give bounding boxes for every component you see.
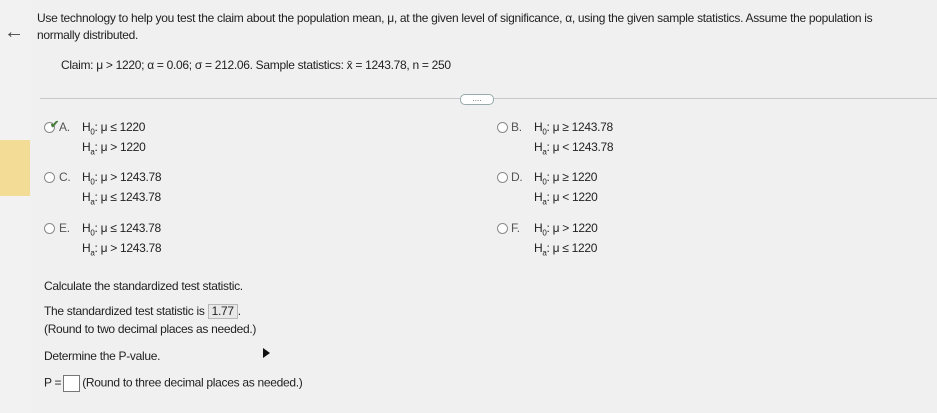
question-text-line2: normally distributed. bbox=[37, 28, 139, 42]
round-three-note: (Round to three decimal places as needed.) bbox=[82, 375, 303, 390]
checkmark-icon: ✔ bbox=[50, 119, 59, 131]
alternative-hypothesis: $H_a$: μ < 1220 bbox=[534, 190, 598, 207]
option-letter: C. bbox=[59, 170, 71, 184]
question-panel bbox=[30, 0, 937, 413]
left-rail bbox=[0, 0, 30, 413]
test-statistic-line bbox=[44, 304, 241, 319]
option-letter: F. bbox=[511, 221, 520, 235]
radio-button[interactable] bbox=[44, 172, 55, 183]
option-letter: D. bbox=[511, 170, 523, 184]
pvalue-instruction: Determine the P-value. bbox=[44, 349, 161, 363]
radio-button[interactable] bbox=[497, 122, 508, 133]
expand-more-button[interactable]: .... bbox=[460, 94, 494, 105]
null-hypothesis: $H_0$: μ ≥ 1220 bbox=[534, 170, 598, 187]
question-text-line1: Use technology to help you test the claim about the population mean, μ, at the given level of significance, α, using the given sample statistics. Assume the population is bbox=[37, 11, 873, 25]
null-hypothesis: $H_0$: μ ≤ 1220 bbox=[82, 120, 146, 137]
radio-button[interactable] bbox=[497, 223, 508, 234]
option-letter: B. bbox=[511, 120, 522, 134]
alternative-hypothesis: $H_a$: μ > 1243.78 bbox=[82, 241, 162, 258]
null-hypothesis: $H_0$: μ > 1243.78 bbox=[82, 170, 162, 187]
alternative-hypothesis: $H_a$: μ ≤ 1220 bbox=[534, 241, 598, 258]
alternative-hypothesis: $H_a$: μ ≤ 1243.78 bbox=[82, 190, 161, 207]
null-hypothesis: $H_0$: μ ≤ 1243.78 bbox=[82, 221, 161, 238]
test-statistic-answer[interactable]: 1.77 bbox=[208, 304, 238, 319]
null-hypothesis: $H_0$: μ ≥ 1243.78 bbox=[534, 120, 613, 137]
pvalue-input[interactable] bbox=[63, 375, 80, 392]
null-hypothesis: $H_0$: μ > 1220 bbox=[534, 221, 598, 238]
pvalue-label: P = bbox=[44, 375, 62, 390]
pvalue-line bbox=[44, 375, 302, 392]
alternative-hypothesis: $H_a$: μ < 1243.78 bbox=[534, 140, 614, 157]
back-arrow-icon[interactable]: ← bbox=[4, 21, 24, 43]
radio-button[interactable] bbox=[497, 172, 508, 183]
option-letter: E. bbox=[59, 221, 70, 235]
claim-text: Claim: μ > 1220; α = 0.06; σ = 212.06. Sample statistics: x̄ = 1243.78, n = 250 bbox=[61, 58, 451, 72]
alternative-hypothesis: $H_a$: μ > 1220 bbox=[82, 140, 146, 157]
period: . bbox=[237, 304, 241, 318]
mouse-cursor-icon bbox=[263, 348, 270, 358]
option-letter: A. bbox=[59, 120, 70, 134]
round-two-note: (Round to two decimal places as needed.) bbox=[44, 322, 257, 336]
test-statistic-label: The standardized test statistic is bbox=[44, 304, 205, 318]
calc-instruction: Calculate the standardized test statistic. bbox=[44, 279, 243, 293]
active-question-tab[interactable] bbox=[0, 140, 30, 196]
radio-button[interactable] bbox=[44, 223, 55, 234]
